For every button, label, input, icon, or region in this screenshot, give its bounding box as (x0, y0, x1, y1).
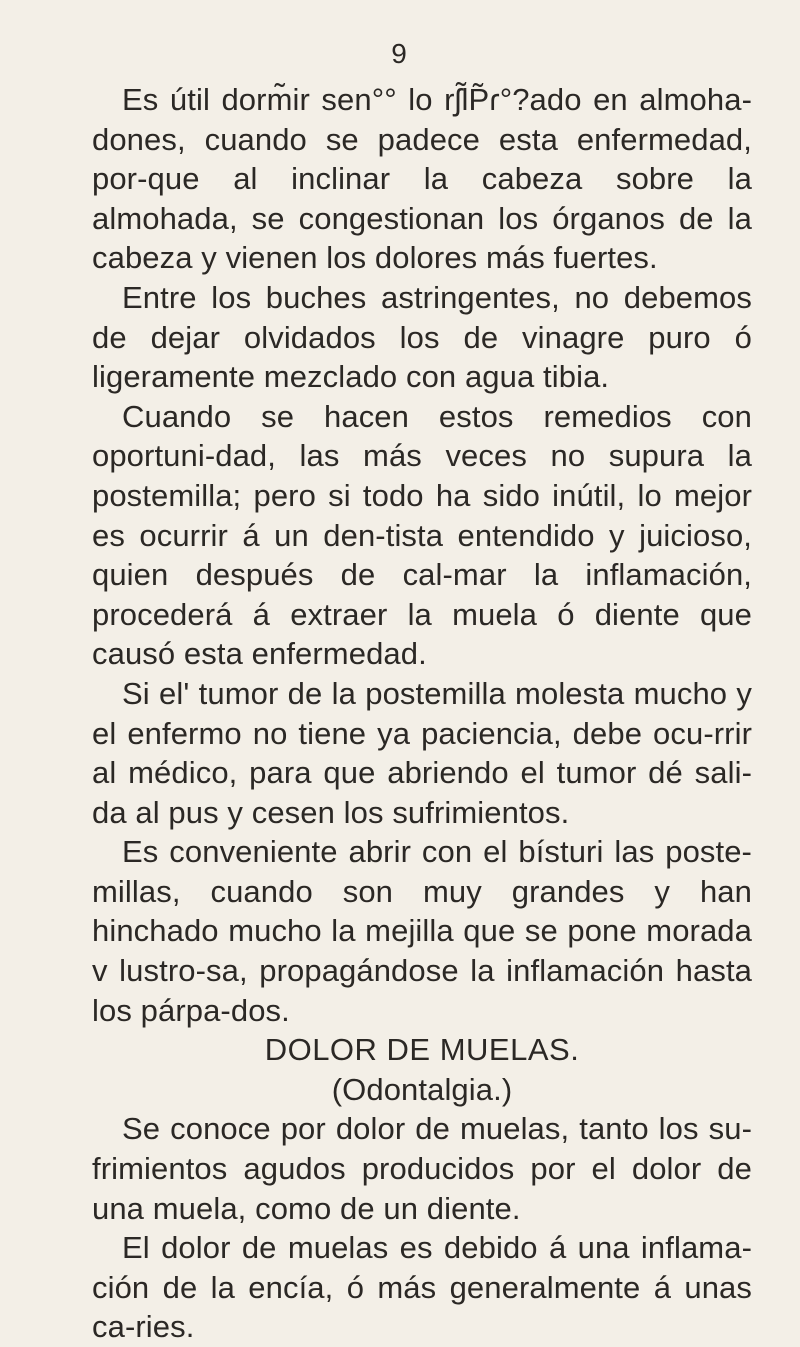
section-heading: DOLOR DE MUELAS. (264, 1032, 580, 1068)
paragraph-4: Si el' tumor de la postemilla molesta mucho y el enfermo no tiene ya paciencia, debe ocu-rrir al médico, para que abriendo el tumor dé sali-da al pus y cesen los sufrimientos. (92, 675, 752, 830)
page-text (92, 80, 752, 1347)
paragraph-7: El dolor de muelas es debido á una inflama-ción de la encía, ó más generalmente á unas ca-ries. (92, 1230, 752, 1345)
page-number: 9 (391, 38, 409, 69)
paragraph-3: Cuando se hacen estos remedios con oportuni-dad, las más veces no supura la postemilla; pero si todo ha sido inútil, lo mejor es ocurrir á un den-tista entendido y juicioso, quien después de cal-mar la inflamación, procederá á extraer la muela ó diente que causó esta enfermedad. (92, 398, 752, 672)
paragraph-5: Es conveniente abrir con el bísturi las poste-millas, cuando son muy grandes y han hinchado mucho la mejilla que se pone morada v lustro-sa, propagándose la inflamación hasta los párpa-dos. (92, 834, 752, 1028)
paragraph-2: Entre los buches astringentes, no debemos de dejar olvidados los de vinagre puro ó ligeramente mezclado con agua tibia. (92, 279, 752, 395)
paragraph-6: Se conoce por dolor de muelas, tanto los su-frimientos agudos producidos por el dolor de una muela, como de un diente. (92, 1111, 752, 1226)
section-subheading: (Odontalgia.) (331, 1071, 513, 1107)
paragraph-1: Es útil dorm̃ir sen°° lo rʃ̃lP̃ɾ°?ado en almoha-dones, cuando se padece esta enfermedad, por-que al inclinar la cabeza sobre la almohada, se congestionan los órganos de la cabeza y vienen los dolores más fuertes. (92, 82, 752, 276)
